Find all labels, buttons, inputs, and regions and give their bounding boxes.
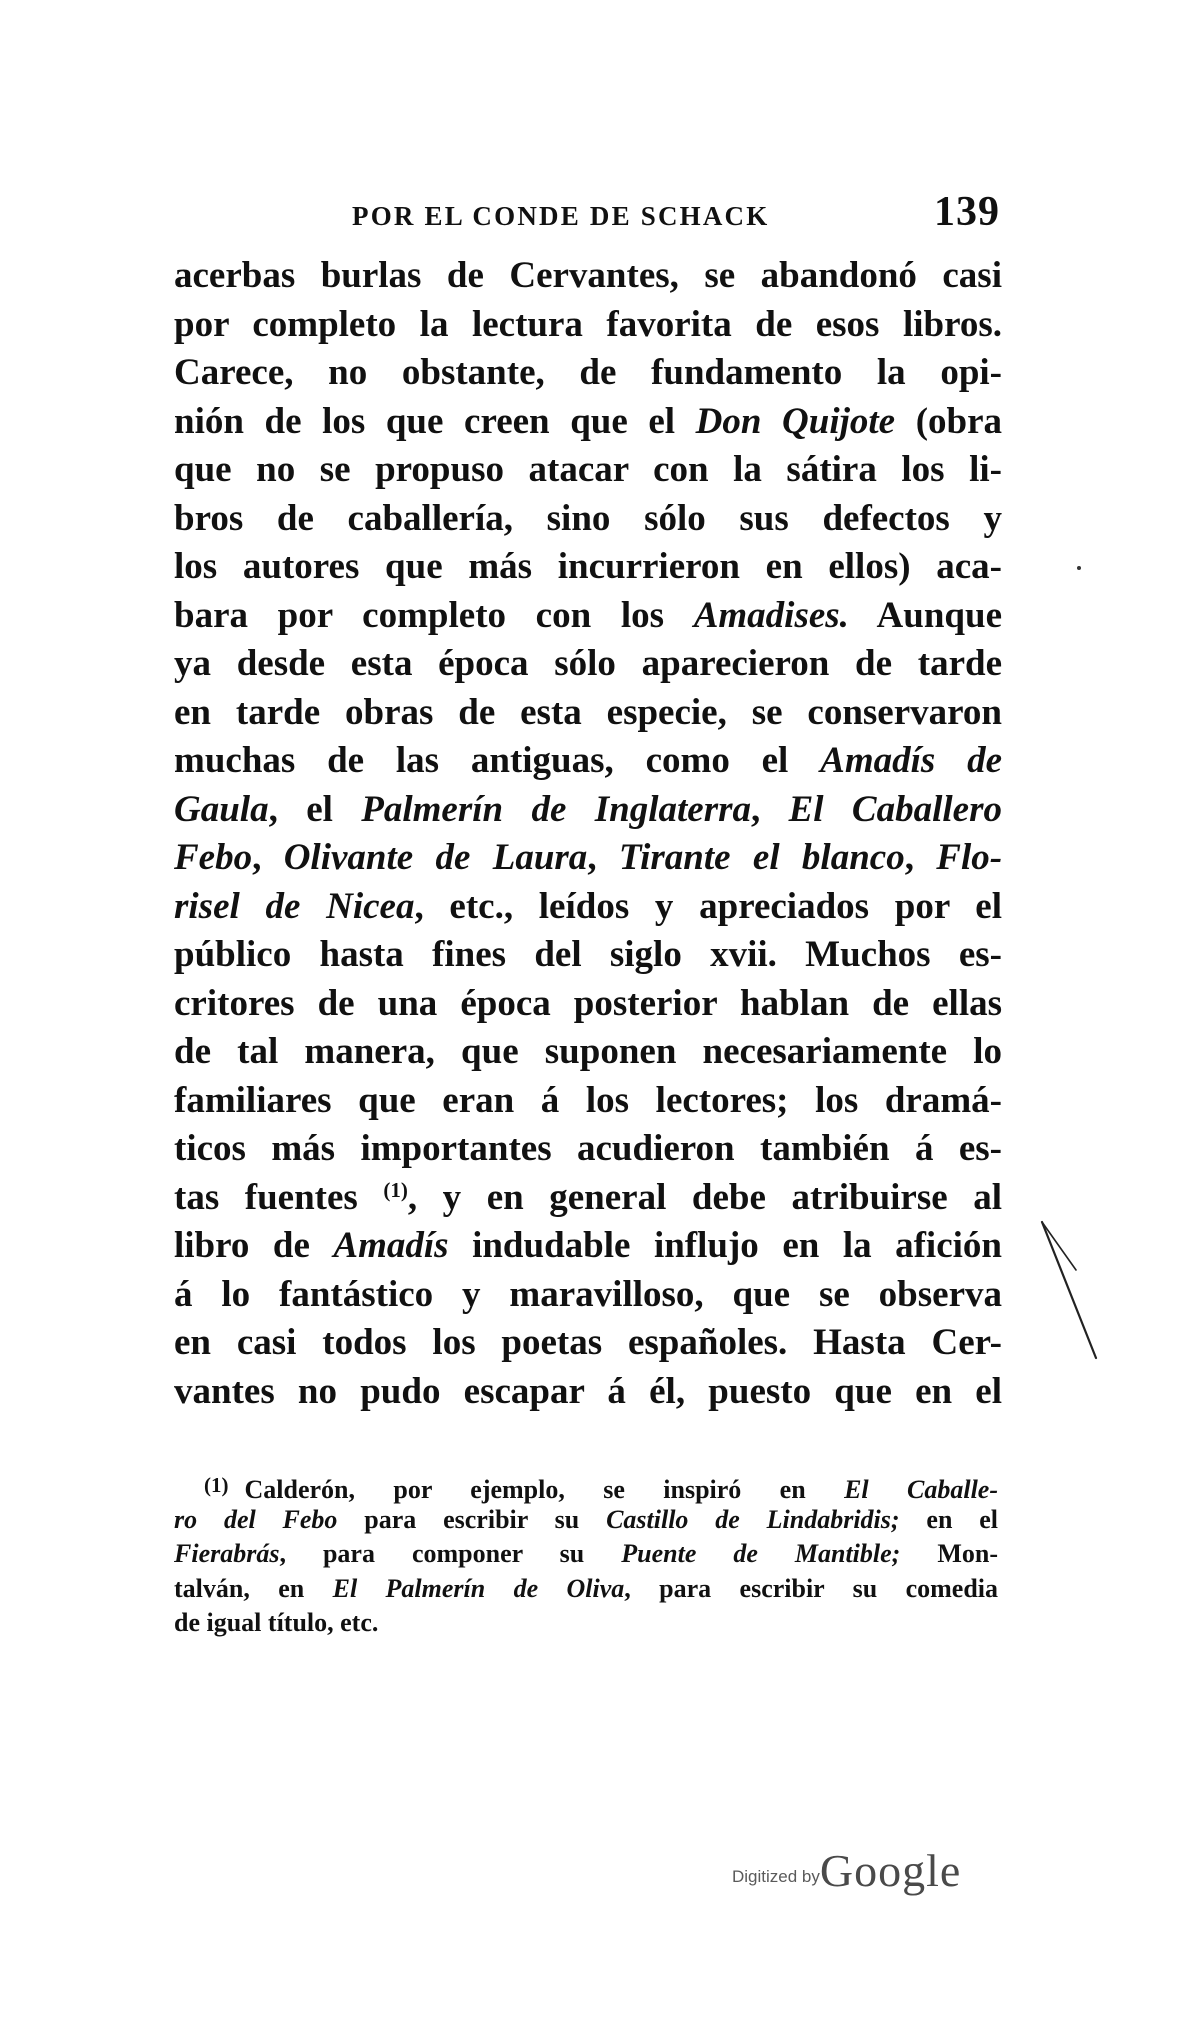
text-span: talván, en	[174, 1573, 333, 1603]
text-span: ,	[252, 837, 284, 878]
text-span: para escribir su	[337, 1504, 607, 1534]
pen-stroke	[1042, 1222, 1096, 1358]
text-line: los autores que más incurrieron en ellos) aca-	[174, 546, 1002, 587]
text-line: por completo la lectura favorita de esos libros.	[174, 303, 1002, 345]
text-span: , el	[268, 788, 362, 830]
body-text	[174, 252, 1002, 1416]
text-span: (obra	[895, 400, 1003, 442]
text-line: vantes no pudo escapar á él, puesto que en el	[174, 1370, 1002, 1412]
text-line: ya desde esta época sólo aparecieron de tarde	[174, 643, 1002, 684]
title-don-quijote: Don Quijote	[695, 400, 896, 442]
text-line	[174, 592, 1002, 641]
text-span: en el	[899, 1504, 998, 1534]
footnote-line	[174, 1572, 998, 1607]
text-line	[174, 398, 1002, 447]
title-castillo-de-lindabridis: Castillo de Lindabridis;	[606, 1504, 900, 1534]
footnote-line	[174, 1503, 998, 1538]
text-line	[174, 834, 1002, 883]
text-line: familiares que eran á los lectores; los dramá-	[174, 1079, 1002, 1121]
text-line: en casi todos los poetas españoles. Hasta Cer-	[174, 1322, 1002, 1363]
text-span: ,	[751, 788, 789, 830]
text-span: , y en general debe atribuirse al	[407, 1176, 1002, 1218]
text-span: muchas de las antiguas, como el	[174, 740, 821, 781]
text-span: ,	[587, 837, 619, 878]
title-el-palmerin-de-oliva: El Palmerín de Oliva	[332, 1573, 625, 1603]
google-logo-text: Google	[819, 1845, 962, 1896]
text-span: Mon-	[900, 1539, 998, 1568]
stray-ink-dot	[1077, 566, 1081, 570]
title-tirante-el-blanco: Tirante el blanco	[618, 837, 905, 878]
text-line	[174, 1222, 1002, 1271]
footnote	[174, 1468, 998, 1641]
text-span: libro de	[174, 1225, 334, 1266]
footnote-line: de igual título, etc.	[174, 1608, 379, 1637]
running-title: POR EL CONDE DE SCHACK	[352, 201, 770, 231]
text-span: ,	[904, 837, 937, 878]
page-number: 139	[934, 189, 1000, 235]
watermark-small-text: Digitized by	[732, 1867, 820, 1886]
text-span: bara por completo con los	[174, 594, 694, 636]
text-line: bros de caballería, sino sólo sus defectos y	[174, 497, 1002, 539]
title-olivante-de-laura: Olivante de Laura	[283, 837, 588, 878]
text-line: en tarde obras de esta especie, se conservaron	[174, 691, 1002, 733]
title-puente-de-mantible: Puente de Mantible;	[621, 1539, 901, 1568]
text-line	[174, 1174, 1002, 1223]
text-line: acerbas burlas de Cervantes, se abandonó casi	[174, 255, 1002, 296]
text-span: nión de los que creen que el	[174, 400, 696, 442]
text-line: critores de una época posterior hablan de ellas	[174, 982, 1002, 1024]
title-fierabras: Fierabrás	[174, 1539, 280, 1568]
running-head	[352, 189, 1000, 240]
footnote-marker: (1)	[204, 1473, 229, 1497]
text-span: Aunque	[848, 594, 1003, 636]
text-span: , para componer su	[279, 1539, 622, 1568]
text-line: de tal manera, que suponen necesariamente lo	[174, 1031, 1002, 1072]
title-el-caballero-del-febo: ro del Febo	[174, 1504, 338, 1534]
title-palmerin-de-inglaterra: Palmerín de Inglaterra	[361, 788, 751, 830]
text-span: , etc., leídos y apreciados por el	[414, 885, 1003, 927]
text-line: ticos más importantes acudieron también á es-	[174, 1128, 1002, 1169]
text-line: que no se propuso atacar con la sátira los li-	[174, 449, 1002, 490]
text-span: tas fuentes	[174, 1176, 384, 1218]
text-span: Calderón, por ejemplo, se inspiró en	[244, 1475, 845, 1504]
text-span: indudable influjo en la afición	[448, 1225, 1002, 1266]
text-line: á lo fantástico y maravilloso, que se observa	[174, 1273, 1002, 1315]
text-span: , para escribir su comedia	[624, 1573, 999, 1603]
footnote-reference: (1)	[383, 1177, 408, 1202]
text-line	[174, 737, 1002, 786]
footnote-line	[174, 1468, 998, 1503]
title-el-caballero-febo: El Caballero	[788, 788, 1002, 830]
text-line: Carece, no obstante, de fundamento la opi-	[174, 352, 1002, 393]
title-amadises: Amadises.	[693, 594, 849, 636]
digitized-by-google-watermark	[732, 1844, 961, 1900]
title-amadis-de-gaula: Gaula	[174, 788, 269, 830]
margin-pen-mark	[1040, 1220, 1100, 1360]
title-el-caballero-febo: Febo	[174, 837, 253, 878]
text-line	[174, 883, 1002, 932]
footnote-line	[174, 1537, 998, 1572]
text-line: público hasta fines del siglo xvii. Muchos es-	[174, 934, 1002, 975]
title-florisel-de-nicea: risel de Nicea	[174, 885, 415, 927]
text-line	[174, 786, 1002, 835]
title-florisel-de-nicea: Flo-	[936, 837, 1003, 878]
title-amadis-de-gaula: Amadís de	[820, 740, 1003, 781]
title-el-caballero-del-febo: El Caballe-	[844, 1475, 998, 1504]
title-amadis: Amadís	[333, 1225, 449, 1266]
